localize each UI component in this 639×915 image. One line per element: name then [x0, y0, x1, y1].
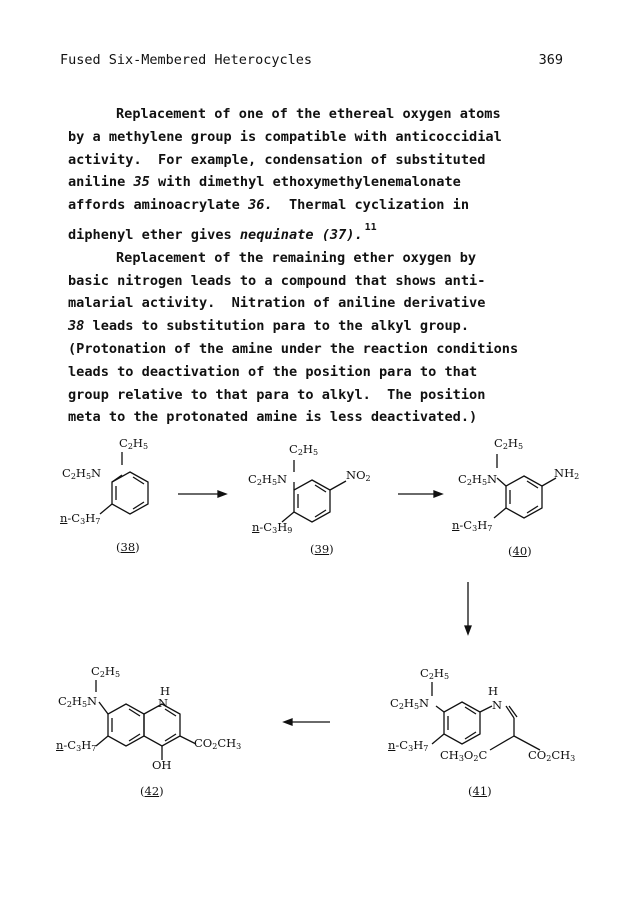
text-line	[68, 315, 588, 338]
compound-38-num: 38	[120, 540, 136, 554]
text-line	[68, 384, 588, 407]
n-prefix: n	[452, 518, 460, 532]
propyl-text: $-C_3H_7$	[395, 738, 429, 753]
alkyl-label-39	[252, 522, 292, 535]
italic-text: nequinate (37).	[239, 226, 363, 243]
nitro-label	[346, 470, 371, 483]
compound-40-num: 40	[512, 544, 528, 558]
hydrogen-text: H	[160, 684, 171, 698]
text-segment: Replacement of one of the ethereal oxygen atoms	[116, 106, 501, 122]
ester-label-42	[194, 738, 241, 751]
hydroxy-label-42	[152, 760, 171, 772]
text-line	[68, 338, 588, 361]
paragraph	[68, 103, 588, 247]
text-segment: (Protonation of the amine under the reaction conditions	[68, 340, 519, 357]
diethylamino-text: $C_2H_5N$	[390, 696, 430, 711]
n-prefix: n	[252, 520, 260, 534]
propyl-text: $-C_3H_7$	[459, 518, 493, 533]
nh-nitrogen-label-41	[492, 700, 502, 712]
text-line	[68, 171, 588, 194]
ethyl-label-41	[420, 668, 449, 681]
propyl-label-41	[388, 740, 428, 753]
propyl-text: $-C_3H_7$	[67, 511, 101, 526]
ethyl-label-38	[119, 438, 148, 451]
diethylamino-text: $C_2H_5N$	[248, 472, 288, 487]
alkyl-text: $-C_3H_9$	[259, 520, 293, 535]
text-line	[68, 247, 588, 270]
reaction-arrow-1	[178, 491, 226, 497]
ring-nitrogen-label-42	[158, 698, 168, 710]
diethylamino-label-40	[458, 474, 497, 487]
text-segment: by a methylene group is compatible with anticoccidial	[68, 128, 502, 145]
ethyl-text: $C_2H_5$	[494, 436, 524, 451]
reaction-arrow-2	[398, 491, 442, 497]
text-segment: Thermal cyclization in	[272, 197, 470, 214]
n-prefix: n	[56, 738, 64, 752]
text-line	[68, 361, 588, 384]
text-line	[68, 406, 588, 429]
amino-text: $NH_2$	[554, 466, 580, 481]
compound-41-num: 41	[472, 784, 488, 798]
ethyl-text: $C_2H_5$	[289, 442, 319, 457]
text-line	[68, 292, 588, 315]
quinoline-42	[96, 680, 196, 760]
text-line	[68, 126, 588, 149]
nh-hydrogen-label-41	[488, 686, 498, 698]
diethylamino-label-42	[58, 696, 97, 709]
text-segment: leads to substitution para to the alkyl group.	[84, 318, 470, 335]
text-segment: aniline	[68, 174, 134, 191]
benzene-ring-38	[100, 452, 148, 514]
text-segment: meta to the protonated amine is less deactivated.)	[68, 409, 478, 426]
propyl-label-38	[60, 513, 100, 526]
text-segment: Replacement of the remaining ether oxygen by	[116, 249, 477, 266]
reaction-scheme	[0, 430, 639, 830]
nitrogen-text: N	[158, 696, 169, 710]
reference-superscript: 11	[364, 221, 377, 233]
ethyl-text: $C_2H_5$	[91, 664, 121, 679]
compound-number-41: (41)	[468, 784, 492, 798]
page-number: 369	[538, 52, 563, 68]
compound-42-num: 42	[144, 784, 160, 798]
ethyl-text: $C_2H_5$	[420, 666, 450, 681]
text-line	[68, 103, 588, 126]
compound-number-40: (40)	[508, 544, 532, 558]
compound-number-38: (38)	[116, 540, 140, 554]
diethylamino-label-41	[390, 698, 429, 711]
compound-number-42: (42)	[140, 784, 164, 798]
text-segment: with dimethyl ethoxymethylenemalonate	[149, 174, 461, 191]
ester-text: $CO_2CH_3$	[194, 736, 242, 751]
page-header	[60, 52, 563, 72]
compound-number-39: (39)	[310, 542, 334, 556]
compound-39-num: 39	[314, 542, 330, 556]
ethyl-label-42	[91, 666, 120, 679]
propyl-label-42	[56, 740, 96, 753]
ester-left-text: $CH_3O_2C$	[440, 748, 488, 763]
diethylamino-text: $C_2H_5N$	[62, 466, 102, 481]
text-line	[68, 217, 588, 247]
diethylamino-text: $C_2H_5N$	[458, 472, 498, 487]
italic-text: 36.	[248, 197, 273, 214]
ethyl-label-40	[494, 438, 523, 451]
body-text	[68, 103, 588, 429]
ethyl-text: $C_2H_5$	[119, 436, 149, 451]
diethylamino-text: $C_2H_5N$	[58, 694, 98, 709]
ester-text: $CO_2CH_3$	[528, 748, 576, 763]
italic-text: 38	[68, 318, 85, 335]
reaction-arrow-3	[284, 719, 330, 725]
n-prefix: n	[388, 738, 396, 752]
propyl-text: $-C_3H_7$	[63, 738, 97, 753]
n-prefix: n	[60, 511, 68, 525]
italic-text: 35	[133, 174, 150, 191]
nitrogen-text: N	[492, 698, 503, 712]
text-line	[68, 194, 588, 217]
diethylamino-label-39	[248, 474, 287, 487]
nitro-text: $NO_2$	[346, 468, 371, 483]
reaction-arrow-down	[465, 582, 471, 634]
ester-right-label-41	[528, 750, 575, 763]
amino-label	[554, 468, 579, 481]
propyl-label-40	[452, 520, 492, 533]
ester-left-label-41	[440, 750, 487, 763]
text-segment: basic nitrogen leads to a compound that shows anti-	[68, 272, 486, 289]
text-line	[68, 270, 588, 293]
text-segment: diphenyl ether gives	[68, 226, 240, 243]
structure-41	[432, 682, 540, 750]
hydroxy-text: OH	[152, 758, 172, 772]
benzene-ring-39	[282, 460, 346, 522]
ethyl-label-39	[289, 444, 318, 457]
paragraph	[68, 247, 588, 429]
diethylamino-label-38	[62, 468, 101, 481]
text-segment: malarial activity. Nitration of aniline derivative	[68, 295, 486, 312]
scheme-drawing	[0, 430, 639, 830]
hydrogen-text: H	[488, 684, 499, 698]
text-segment: activity. For example, condensation of substituted	[68, 151, 486, 168]
text-line	[68, 149, 588, 172]
text-segment: group relative to that para to alkyl. The position	[68, 386, 486, 403]
text-segment: leads to deactivation of the position para to that	[68, 363, 478, 380]
benzene-ring-40	[494, 454, 556, 518]
text-segment: affords aminoacrylate	[68, 197, 249, 214]
running-title: Fused Six-Membered Heterocycles	[60, 52, 312, 68]
